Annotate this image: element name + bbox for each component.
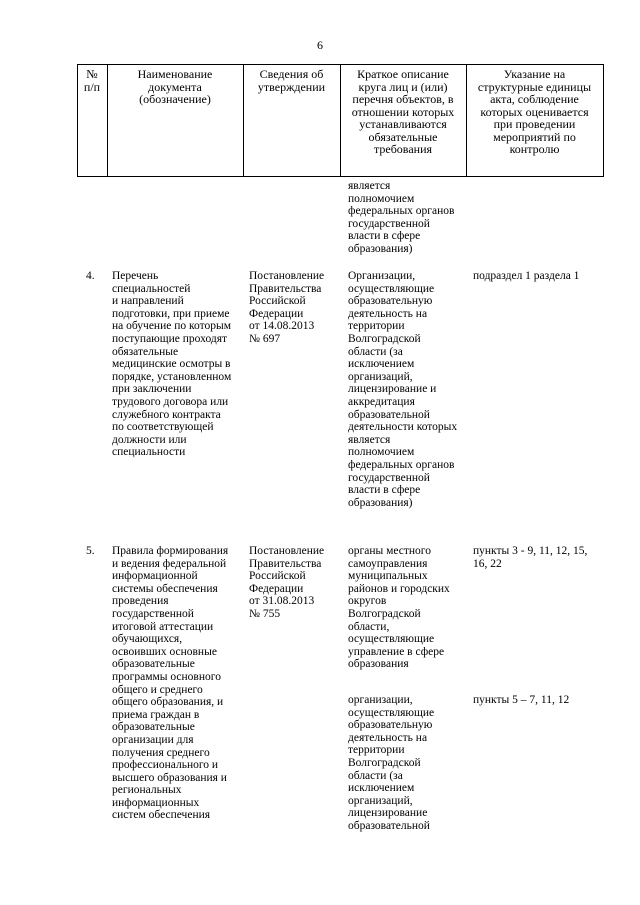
text-line: общего образования, и	[112, 696, 224, 709]
text-line: организации для	[112, 733, 194, 746]
text-line: порядке, установленном	[112, 370, 232, 383]
header-num	[77, 68, 107, 93]
text-line: муниципальных	[348, 570, 428, 583]
row-4-num: 4.	[86, 270, 95, 282]
text-line: 16, 22	[473, 557, 502, 570]
text-line: является	[348, 180, 391, 192]
text-line: лицензирование	[348, 807, 428, 820]
text-line: на обучение по которым	[112, 320, 231, 333]
text-line: Организации,	[348, 270, 416, 282]
text-line: отношении которых	[351, 104, 455, 119]
continuation-description	[348, 180, 454, 256]
text-line: медицинские осмотры в	[112, 358, 231, 371]
text-line: структурные единицы	[477, 79, 592, 94]
text-line: округов	[348, 595, 387, 608]
text-line: образовательной	[348, 408, 430, 421]
text-line: освоивших основные	[112, 645, 217, 658]
row-5-description-b	[348, 694, 434, 833]
text-line: подготовки, при приеме	[112, 307, 230, 320]
text-line: деятельность на	[348, 731, 428, 744]
header-units	[466, 68, 603, 156]
text-line: полномочием	[348, 446, 415, 459]
text-line: деятельность на	[348, 307, 428, 320]
text-line: контролю	[509, 142, 560, 156]
row-4-name	[112, 270, 231, 459]
text-line: высшего образования и	[112, 771, 227, 784]
text-line: служебного контракта	[112, 408, 221, 421]
text-line: государственной	[112, 607, 194, 620]
text-line: при заключении	[112, 383, 192, 396]
text-line: по соответствующей	[112, 421, 214, 434]
text-line: является	[348, 433, 391, 446]
text-line: Правительства	[249, 557, 322, 570]
text-line: систем обеспечения	[112, 809, 211, 822]
text-line: организации,	[348, 694, 413, 706]
text-line: от 31.08.2013	[249, 595, 315, 608]
text-line: образовательную	[348, 295, 433, 308]
text-line: области (за	[348, 769, 403, 782]
text-line: круга лиц и (или)	[358, 79, 448, 94]
text-line: от 14.08.2013	[249, 320, 315, 333]
row-4-description	[348, 270, 457, 509]
text-line: поступающие проходят	[112, 332, 228, 345]
text-line: образовательную	[348, 719, 433, 732]
text-line: районов и городских	[348, 582, 450, 595]
text-line: образовательной	[348, 819, 430, 832]
header-document-name	[107, 68, 243, 106]
text-line: Российской	[249, 295, 306, 308]
text-line: пункты 3 - 9, 11, 12, 15,	[473, 545, 588, 557]
text-line: обязательные	[112, 345, 179, 358]
text-line: власти в сфере	[348, 484, 421, 497]
text-line: Волгоградской	[348, 607, 421, 620]
page-number: 6	[317, 38, 323, 52]
text-line: Правила формирования	[112, 545, 229, 557]
row-5-num: 5.	[86, 545, 95, 557]
col-border	[603, 64, 604, 176]
text-line: требования	[373, 142, 433, 156]
text-line: № 755	[249, 607, 281, 620]
table-header-bottom-border	[77, 176, 604, 177]
text-line: Волгоградской	[348, 756, 421, 769]
text-line: Сведения об	[259, 67, 324, 81]
text-line: получения среднего	[112, 746, 210, 759]
text-line: информационных	[112, 796, 200, 809]
text-line: документа	[148, 79, 202, 94]
row-5-description-a	[348, 545, 450, 671]
text-line: Правительства	[249, 282, 322, 295]
text-line: мероприятий по	[493, 129, 576, 144]
text-line: № 697	[249, 332, 281, 345]
text-line: профессионального и	[112, 759, 219, 772]
text-line: образования)	[348, 242, 413, 255]
text-line: осуществляющие	[348, 706, 435, 719]
text-line: исключением	[348, 358, 415, 371]
text-line: специальности	[112, 446, 186, 459]
text-line: области (за	[348, 345, 403, 358]
text-line: государственной	[348, 217, 430, 230]
text-line: исключением	[348, 782, 415, 795]
text-line: лицензирование и	[348, 383, 437, 396]
row-5-approval	[249, 545, 324, 621]
header-description	[340, 68, 466, 156]
text-line: осуществляющие	[348, 282, 435, 295]
text-line: Федерации	[249, 307, 304, 320]
text-line: аккредитация	[348, 395, 415, 408]
text-line: программы основного	[112, 670, 221, 683]
text-line: специальностей	[112, 282, 191, 295]
text-line: федеральных органов	[348, 458, 455, 471]
text-line: полномочием	[348, 192, 415, 205]
text-line: информационной	[112, 570, 198, 583]
text-line: Постановление	[249, 545, 325, 557]
row-5-name	[112, 545, 228, 822]
text-line: образования)	[348, 496, 413, 509]
text-line: федеральных органов	[348, 205, 455, 218]
row-4-units: подраздел 1 раздела 1	[473, 270, 580, 282]
text-line: Волгоградской	[348, 332, 421, 345]
text-line: Краткое описание	[357, 67, 449, 81]
text-line: деятельности которых	[348, 421, 458, 434]
text-line: образовательные	[112, 721, 195, 734]
row-5-units-b: пункты 5 – 7, 11, 12	[473, 694, 570, 706]
text-line: которых оценивается	[480, 104, 589, 119]
text-line: приема граждан в	[112, 708, 200, 721]
text-line: Перечень	[112, 270, 159, 282]
header-text: №	[86, 67, 98, 81]
text-line: осуществляющие	[348, 633, 435, 646]
text-line: проведения	[112, 595, 169, 608]
text-line: территории	[348, 744, 405, 757]
text-line: государственной	[348, 471, 430, 484]
text-line: образования	[348, 658, 409, 671]
text-line: территории	[348, 320, 405, 333]
text-line: обучающихся,	[112, 633, 183, 646]
text-line: организаций,	[348, 370, 413, 383]
text-line: самоуправления	[348, 557, 428, 570]
text-line: органы местного	[348, 545, 431, 557]
text-line: Наименование	[137, 67, 213, 81]
text-line: утверждении	[257, 79, 326, 94]
text-line: итоговой аттестации	[112, 620, 214, 633]
text-line: должности или	[112, 433, 187, 446]
text-line: региональных	[112, 784, 182, 797]
text-line: общего и среднего	[112, 683, 203, 696]
text-line: образовательные	[112, 658, 195, 671]
text-line: трудового договора или	[112, 395, 229, 408]
text-line: и ведения федеральной	[112, 557, 227, 570]
header-text: п/п	[83, 79, 101, 94]
text-line: Указание на	[503, 67, 566, 81]
text-line: области,	[348, 620, 390, 633]
text-line: и направлений	[112, 295, 184, 308]
text-line: Российской	[249, 570, 306, 583]
text-line: организаций,	[348, 794, 413, 807]
text-line: Постановление	[249, 270, 325, 282]
text-line: (обозначение)	[139, 92, 211, 106]
text-line: перечня объектов, в	[352, 92, 454, 106]
text-line: управление в сфере	[348, 645, 445, 658]
text-line: устанавливаются	[359, 117, 447, 131]
text-line: акта, соблюдение	[490, 92, 579, 106]
header-approval	[243, 68, 340, 93]
text-line: системы обеспечения	[112, 582, 218, 595]
text-line: при проведении	[493, 117, 576, 131]
text-line: власти в сфере	[348, 230, 421, 243]
text-line: обязательные	[368, 129, 438, 144]
row-5-units-a	[473, 545, 587, 570]
text-line: Федерации	[249, 582, 304, 595]
row-4-approval	[249, 270, 324, 346]
